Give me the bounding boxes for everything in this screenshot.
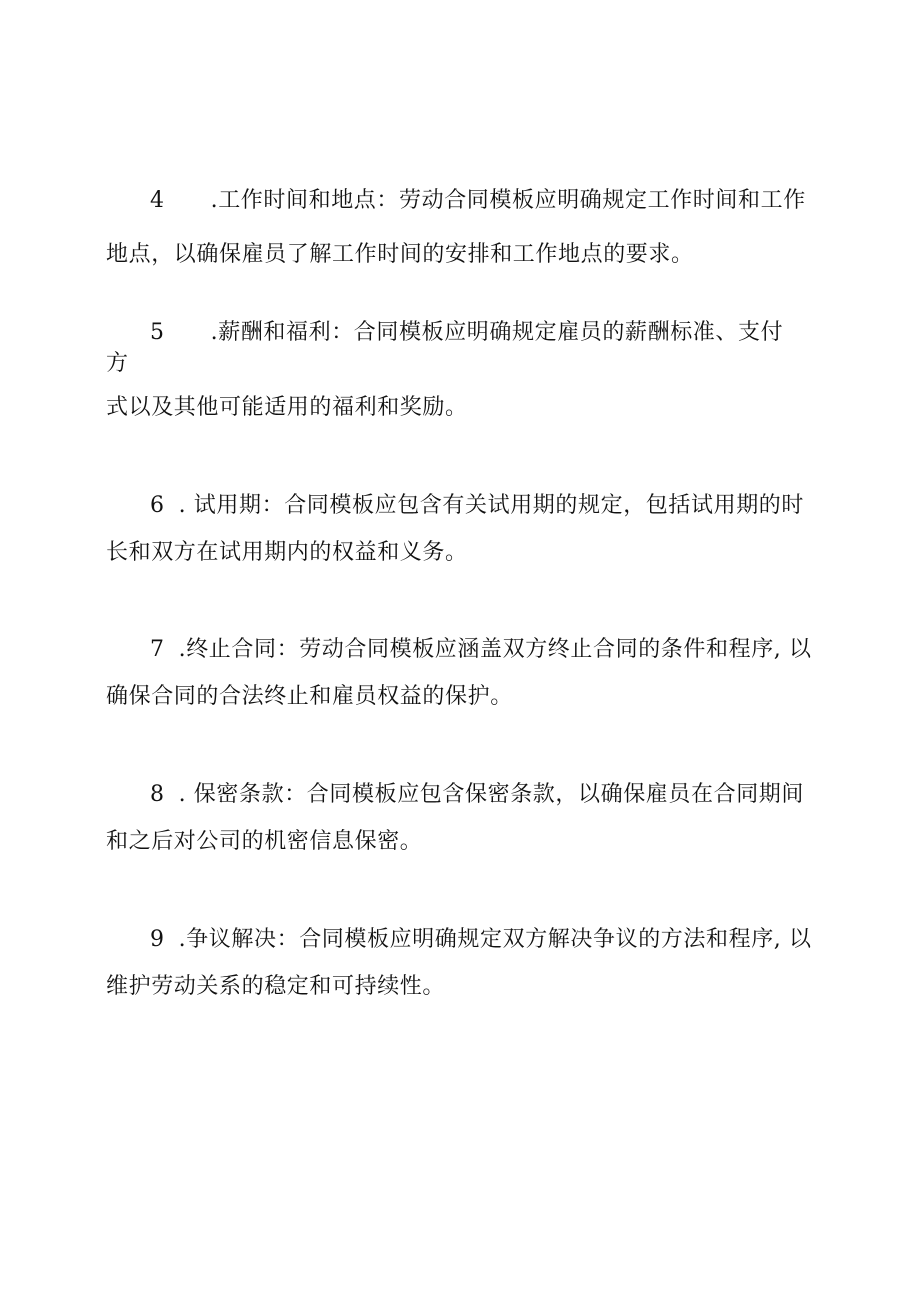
item-5-text-1: .薪酬和福利：合同模板应明确规定雇员的薪酬标准、支付	[210, 320, 784, 345]
item-9-text-1: .争议解决：合同模板应明确规定双方解决争议的方法和程序, 以	[178, 927, 812, 952]
item-8-number: 8	[150, 782, 165, 807]
item-4-text-1: .工作时间和地点：劳动合同模板应明确规定工作时间和工作	[210, 188, 806, 213]
item-9-line-1	[150, 925, 870, 955]
item-5-line-2: 方	[106, 351, 129, 376]
item-9-line-2: 维护劳动关系的稳定和可持续性。	[106, 974, 446, 999]
item-4-line-1	[150, 186, 870, 216]
item-5-line-3: 式以及其他可能适用的福利和奖励。	[106, 395, 468, 420]
item-7-line-2: 确保合同的合法终止和雇员权益的保护。	[106, 684, 513, 709]
item-8-line-1	[150, 780, 870, 810]
item-8-line-2: 和之后对公司的机密信息保密。	[106, 829, 423, 854]
item-6-line-2: 长和双方在试用期内的权益和义务。	[106, 540, 468, 565]
item-5-line-1	[150, 318, 870, 348]
item-4-number: 4	[150, 188, 165, 213]
item-5-number: 5	[150, 320, 165, 345]
item-9-number: 9	[150, 927, 165, 952]
item-7-text-1: .终止合同：劳动合同模板应涵盖双方终止合同的条件和程序, 以	[178, 637, 812, 662]
item-6-line-1	[150, 491, 870, 521]
item-8-text-1: . 保密条款：合同模板应包含保密条款，以确保雇员在合同期间	[178, 782, 804, 807]
item-4-line-2: 地点，以确保雇员了解工作时间的安排和工作地点的要求。	[106, 242, 694, 267]
item-7-number: 7	[150, 637, 165, 662]
item-6-text-1: . 试用期：合同模板应包含有关试用期的规定，包括试用期的时	[178, 493, 804, 518]
item-6-number: 6	[150, 493, 165, 518]
item-7-line-1	[150, 635, 870, 665]
